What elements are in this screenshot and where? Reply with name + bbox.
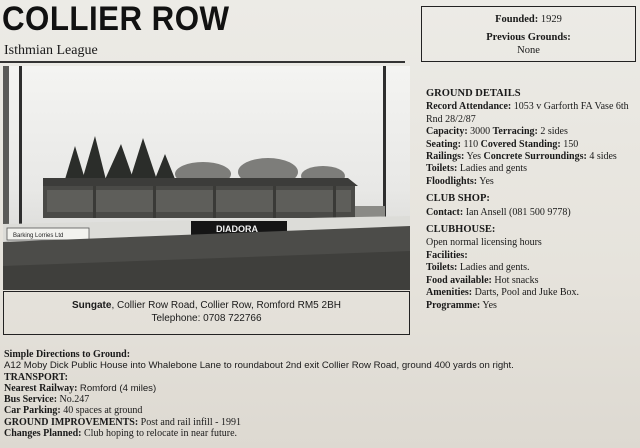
bus-row: Bus Service: No.247 <box>4 394 90 406</box>
ground-photo-image <box>3 66 410 290</box>
travel-section <box>4 349 634 439</box>
previous-grounds-value: None <box>517 45 540 56</box>
toilets-row: Toilets: Ladies and gents <box>426 163 528 175</box>
directions-heading: Simple Directions to Ground: <box>4 349 131 360</box>
directions-text: A12 Moby Dick Public House into Whalebone Lane to roundabout 2nd exit Collier Row Road, ground 400 yards on right. <box>4 360 514 372</box>
seating-row: Seating: 110 Covered Standing: 150 <box>426 138 579 150</box>
ground-photo <box>3 66 410 290</box>
railway-row: Nearest Railway: Romford (4 miles) <box>4 382 157 394</box>
club-shop-heading: CLUB SHOP: <box>426 193 490 205</box>
clubhouse-heading: CLUBHOUSE: <box>426 224 496 236</box>
clubhouse-toilets: Toilets: Ladies and gents. <box>426 262 530 274</box>
grandstand <box>43 178 358 218</box>
facilities-label: Facilities: <box>426 249 468 261</box>
previous-grounds-label: Previous Grounds: <box>486 32 571 43</box>
ad-board-diadora-text: DIADORA <box>216 224 258 234</box>
founded-info-box <box>421 6 636 62</box>
address-line <box>4 299 409 312</box>
railings-row: Railings: Yes Concrete Surroundings: 4 sides <box>426 151 617 163</box>
ground-address-box <box>3 291 410 335</box>
header-divider <box>0 61 405 63</box>
floodlight-pylon-left <box>19 66 22 241</box>
club-shop-contact: Contact: Ian Ansell (081 500 9778) <box>426 206 571 218</box>
floodlights-row: Floodlights: Yes <box>426 175 494 187</box>
previous-grounds-row <box>422 31 635 57</box>
clubhouse-food: Food available: Hot snacks <box>426 274 539 286</box>
telephone: Telephone: 0708 722766 <box>151 313 262 324</box>
league-name: Isthmian League <box>4 43 98 58</box>
record-attendance: Record Attendance: 1053 v Garforth FA Vase 6th Rnd 28/2/87 <box>426 101 629 125</box>
founded-value: 1929 <box>540 14 562 25</box>
ground-details-heading: GROUND DETAILS <box>426 88 521 99</box>
founded-row <box>422 13 635 26</box>
club-name-title: COLLIER ROW <box>2 0 230 38</box>
venue-address: , Collier Row Road, Collier Row, Romford RM5 2BH <box>111 300 341 311</box>
clubhouse-amenities: Amenities: Darts, Pool and Juke Box. <box>426 287 580 299</box>
improvements-row: GROUND IMPROVEMENTS: Post and rail infill - 1991 <box>4 416 241 428</box>
parking-row: Car Parking: 40 spaces at ground <box>4 405 143 417</box>
clubhouse-hours: Open normal licensing hours <box>426 237 542 249</box>
capacity-row: Capacity: 3000 Terracing: 2 sides <box>426 126 568 138</box>
transport-heading: TRANSPORT: <box>4 371 68 383</box>
ground-details-panel <box>426 88 638 312</box>
founded-label: Founded: <box>495 14 539 25</box>
venue-name: Sungate <box>72 300 112 311</box>
ad-board-left-text: Barking Lorries Ltd <box>13 233 64 239</box>
changes-planned-row: Changes Planned: Club hoping to relocate in near future. <box>4 428 238 440</box>
clubhouse-programme: Programme: Yes <box>426 299 497 311</box>
